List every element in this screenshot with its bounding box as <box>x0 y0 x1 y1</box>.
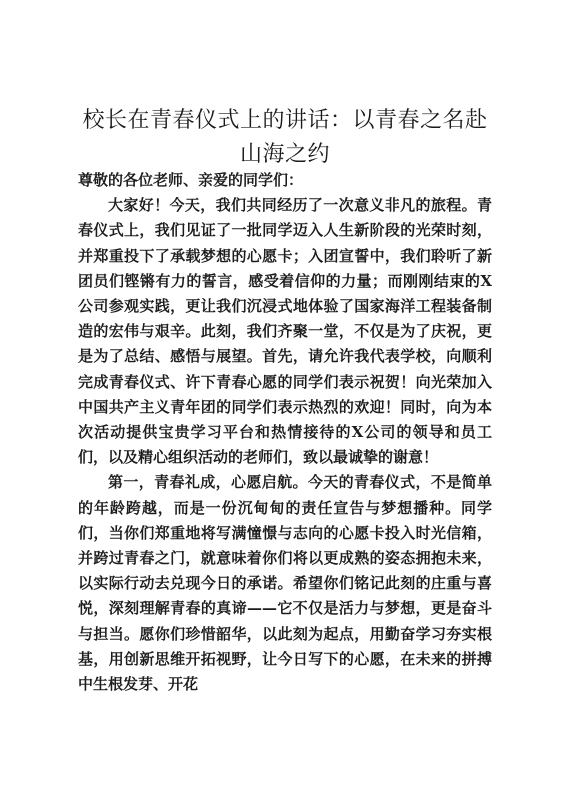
paragraph-1: 大家好！今天，我们共同经历了一次意义非凡的旅程。青春仪式上，我们见证了一批同学迈入人生新阶段的光荣时刻，并郑重投下了承载梦想的心愿卡；入团宣誓中，我们聆听了新团员们铿锵有力的誓言，感受着信仰的力量；而刚刚结束的X公司参观实践，更让我们沉浸式地体验了国家海洋工程装备制造的宏伟与艰辛。此刻，我们齐聚一堂，不仅是为了庆祝，更是为了总结、感悟与展望。首先，请允许我代表学校，向顺利完成青春仪式、许下青春心愿的同学们表示祝贺！向光荣加入中国共产主义青年团的同学们表示热烈的欢迎！同时，向为本次活动提供宝贵学习平台和热情接待的X公司的领导和员工们，以及精心组织活动的老师们，致以最诚挚的谢意！ <box>78 196 492 467</box>
paragraph-2: 第一，青春礼成，心愿启航。今天的青春仪式，不是简单的年龄跨越，而是一份沉甸甸的责任宣告与梦想播种。同学们，当你们郑重地将写满憧憬与志向的心愿卡投入时光信箱，并跨过青春之门，就意味着你们将以更成熟的姿态拥抱未来，以实际行动去兑现今日的承诺。希望你们铭记此刻的庄重与喜悦，深刻理解青春的真谛——它不仅是活力与梦想，更是奋斗与担当。愿你们珍惜韶华，以此刻为起点，用勤奋学习夯实根基，用创新思维开拓视野，让今日写下的心愿，在未来的拼搏中生根发芽、开花 <box>78 473 492 694</box>
document-body <box>78 168 492 697</box>
document-title: 校长在青春仪式上的讲话：以青春之名赴山海之约 <box>82 108 488 167</box>
salutation: 尊敬的各位老师、亲爱的同学们： <box>78 171 304 189</box>
